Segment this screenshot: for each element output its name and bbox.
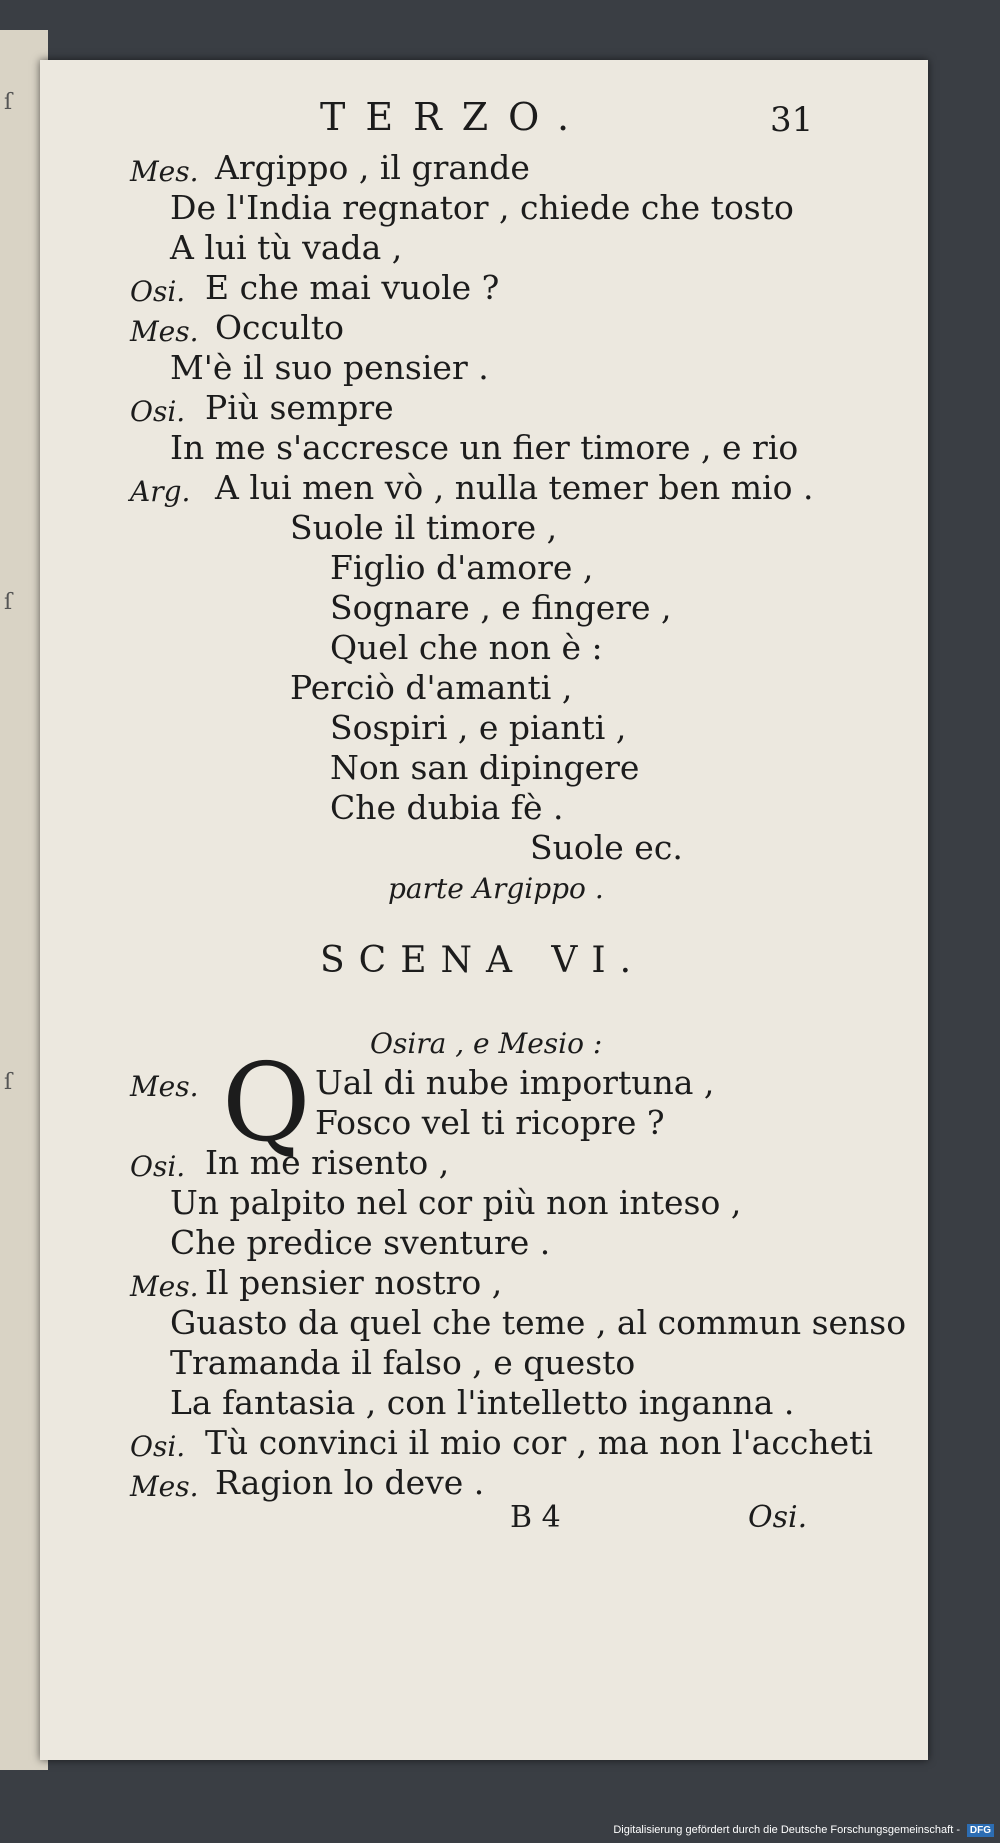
signature-mark: B 4: [510, 1500, 561, 1535]
drop-capital: Q: [222, 1041, 311, 1166]
aria-line: Suole il timore ,: [290, 508, 558, 547]
speaker-label: Mes.: [130, 1470, 199, 1503]
verse-line: In me risento ,: [205, 1143, 450, 1182]
verse-line: A lui men vò , nulla temer ben mio .: [215, 468, 814, 507]
verse-line: Argippo , il grande: [215, 148, 530, 187]
speaker-label: Osi.: [130, 1430, 186, 1463]
verse-line: In me s'accresce un fier timore , e rio: [170, 428, 799, 467]
aria-line: Sognare , e fingere ,: [330, 588, 672, 627]
previous-page-edge: ſ ſ ſ: [0, 30, 48, 1770]
speaker-label: Mes.: [130, 1270, 199, 1303]
verse-line: Più sempre: [205, 388, 394, 427]
speaker-label: Mes.: [130, 1070, 199, 1103]
verse-line: Tramanda il falso , e questo: [170, 1343, 636, 1382]
dfg-logo-icon: DFG: [967, 1824, 994, 1837]
verse-line: De l'India regnator , chiede che tosto: [170, 188, 794, 227]
aria-line: Figlio d'amore ,: [330, 548, 594, 587]
page-number: 31: [770, 100, 814, 140]
aria-line: Sospiri , e pianti ,: [330, 708, 627, 747]
aria-repeat: Suole ec.: [530, 828, 683, 867]
verse-line: Un palpito nel cor più non inteso ,: [170, 1183, 742, 1222]
verse-line: Ragion lo deve .: [215, 1463, 485, 1502]
verse-line: Guasto da quel che teme , al commun senso: [170, 1303, 907, 1342]
speaker-label: Osi.: [130, 1150, 186, 1183]
speaker-label: Osi.: [130, 275, 186, 308]
catchword: Osi.: [748, 1500, 808, 1535]
speaker-label: Osi.: [130, 395, 186, 428]
stage-direction: parte Argippo .: [388, 872, 604, 905]
verse-line: M'è il suo pensier .: [170, 348, 489, 387]
verse-line: E che mai vuole ?: [205, 268, 500, 307]
verse-line: Fosco vel ti ricopre ?: [315, 1103, 665, 1142]
aria-line: Perciò d'amanti ,: [290, 668, 573, 707]
speaker-label: Arg.: [130, 475, 191, 508]
aria-line: Quel che non è :: [330, 628, 603, 667]
verse-line: Il pensier nostro ,: [205, 1263, 503, 1302]
speaker-label: Mes.: [130, 155, 199, 188]
verse-line: Occulto: [215, 308, 344, 347]
aria-line: Che dubia fè .: [330, 788, 564, 827]
verse-line: Che predice sventure .: [170, 1223, 551, 1262]
aria-line: Non san dipingere: [330, 748, 640, 787]
running-title: TERZO.: [320, 95, 590, 139]
scene-title: SCENA VI.: [320, 940, 646, 981]
verse-line: Ual di nube importuna ,: [315, 1063, 715, 1102]
scene-characters: Osira , e Mesio :: [370, 1027, 603, 1060]
speaker-label: Mes.: [130, 315, 199, 348]
attribution-bar: [0, 1822, 1000, 1843]
attribution-text: Digitalisierung gefördert durch die Deutsche Forschungsgemeinschaft -: [613, 1824, 960, 1836]
verse-line: Tù convinci il mio cor , ma non l'accheti: [205, 1423, 873, 1462]
verse-line: La fantasia , con l'intelletto inganna .: [170, 1383, 795, 1422]
verse-line: A lui tù vada ,: [170, 228, 403, 267]
